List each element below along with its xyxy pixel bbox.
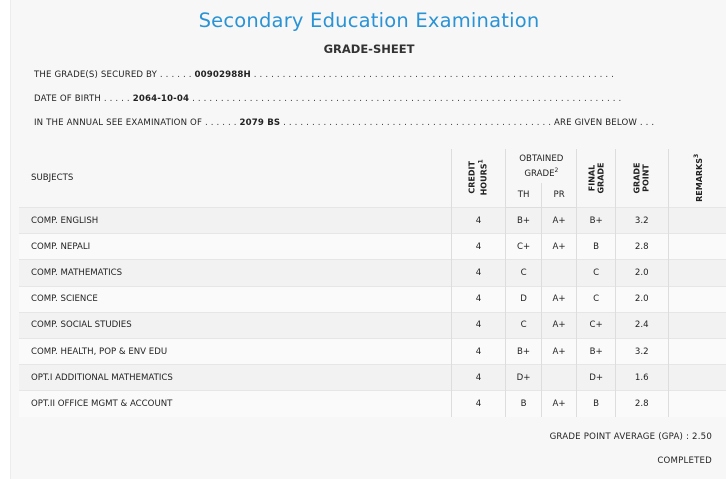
- remarks-header: REMARKS$^3$: [668, 149, 726, 208]
- grade-point-cell: 2.4: [615, 312, 668, 338]
- subject-cell: COMP. SCIENCE: [19, 286, 451, 312]
- th-header: TH: [506, 183, 542, 208]
- subject-cell: COMP. ENGLISH: [19, 208, 451, 234]
- subject-cell: COMP. SOCIAL STUDIES: [19, 312, 451, 338]
- remarks-cell: [668, 286, 726, 312]
- grade-point-cell: 2.0: [615, 286, 668, 312]
- subjects-header: SUBJECTS: [31, 173, 74, 183]
- theory-grade-cell: B+: [506, 208, 542, 234]
- credit-hours-cell: 4: [451, 312, 506, 338]
- table-row: [19, 312, 726, 338]
- remarks-cell: [668, 208, 726, 234]
- subject-cell: OPT.I ADDITIONAL MATHEMATICS: [19, 365, 451, 391]
- final-grade-cell: B+: [577, 208, 616, 234]
- remarks-cell: [668, 391, 726, 417]
- final-grade-cell: C: [577, 286, 616, 312]
- secured-by-line: THE GRADE(S) SECURED BY . . . . . . 00902988H . . . . . . . . . . . . . . . . . . . . . . . . . . . . . . . . . . . . . . . . . . . . . . . . . . . . . . . . . . . . . . .: [34, 70, 615, 80]
- sheet-subtitle: GRADE-SHEET: [323, 42, 415, 56]
- credit-hours-cell: 4: [451, 208, 506, 234]
- subject-cell: COMP. NEPALI: [19, 234, 451, 260]
- exam-suffix: ARE GIVEN BELOW . . .: [554, 118, 655, 128]
- table-row: [19, 234, 726, 260]
- credit-hours-cell: 4: [451, 365, 506, 391]
- remarks-cell: [668, 312, 726, 338]
- theory-grade-cell: C: [506, 260, 542, 286]
- gpa-summary: GRADE POINT AVERAGE (GPA) : 2.50: [549, 432, 712, 442]
- final-grade-cell: C+: [577, 312, 616, 338]
- final-grade-cell: B: [577, 391, 616, 417]
- credit-hours-header: CREDIT HOURS$^1$: [451, 149, 506, 208]
- grade-point-cell: 3.2: [615, 208, 668, 234]
- exam-line: IN THE ANNUAL SEE EXAMINATION OF . . . . . . 2079 BS . . . . . . . . . . . . . . . . . . . . . . . . . . . . . . . . . . . . . . . . . . . . . . . ARE GIVEN BELOW . . .: [34, 118, 655, 128]
- practical-grade-cell: [541, 260, 577, 286]
- theory-grade-cell: B: [506, 391, 542, 417]
- subject-cell: COMP. HEALTH, POP & ENV EDU: [19, 338, 451, 364]
- practical-grade-cell: A+: [541, 234, 577, 260]
- grade-point-cell: 3.2: [615, 338, 668, 364]
- obtained-grade-header: OBTAINED GRADE$^2$: [506, 149, 577, 183]
- symbol-number: 00902988H: [194, 70, 251, 80]
- final-grade-cell: C: [577, 260, 616, 286]
- theory-grade-cell: D+: [506, 365, 542, 391]
- practical-grade-cell: A+: [541, 286, 577, 312]
- final-grade-cell: B+: [577, 338, 616, 364]
- credit-hours-cell: 4: [451, 234, 506, 260]
- credit-hours-cell: 4: [451, 338, 506, 364]
- final-grade-cell: B: [577, 234, 616, 260]
- remarks-cell: [668, 365, 726, 391]
- theory-grade-cell: C+: [506, 234, 542, 260]
- page-title: Secondary Education Examination: [198, 9, 540, 32]
- table-row: [19, 208, 726, 234]
- final-grade-header: FINAL GRADE: [577, 149, 616, 208]
- table-row: [19, 338, 726, 364]
- practical-grade-cell: A+: [541, 391, 577, 417]
- credit-hours-cell: 4: [451, 260, 506, 286]
- credit-hours-cell: 4: [451, 391, 506, 417]
- grade-point-cell: 2.8: [615, 234, 668, 260]
- table-row: [19, 391, 726, 417]
- table-row: [19, 260, 726, 286]
- exam-year: 2079 BS: [239, 118, 281, 128]
- dob-line: DATE OF BIRTH . . . . . 2064-10-04 . . . . . . . . . . . . . . . . . . . . . . . . . . . . . . . . . . . . . . . . . . . . . . . . . . . . . . . . . . . . . . . . . . . . . . . . . . .: [34, 94, 622, 104]
- grade-sheet: [10, 0, 726, 479]
- practical-grade-cell: A+: [541, 312, 577, 338]
- dob-label: DATE OF BIRTH: [34, 94, 101, 104]
- table-row: [19, 286, 726, 312]
- result-status: COMPLETED: [657, 456, 712, 466]
- remarks-cell: [668, 338, 726, 364]
- credit-hours-cell: 4: [451, 286, 506, 312]
- exam-label: IN THE ANNUAL SEE EXAMINATION OF: [34, 118, 203, 128]
- practical-grade-cell: A+: [541, 338, 577, 364]
- theory-grade-cell: D: [506, 286, 542, 312]
- grades-table: [19, 149, 726, 417]
- grade-point-header: GRADE POINT: [615, 149, 668, 208]
- remarks-cell: [668, 234, 726, 260]
- theory-grade-cell: B+: [506, 338, 542, 364]
- subject-cell: OPT.II OFFICE MGMT & ACCOUNT: [19, 391, 451, 417]
- remarks-cell: [668, 260, 726, 286]
- final-grade-cell: D+: [577, 365, 616, 391]
- theory-grade-cell: C: [506, 312, 542, 338]
- secured-by-label: THE GRADE(S) SECURED BY: [34, 70, 158, 80]
- table-row: [19, 365, 726, 391]
- dob-value: 2064-10-04: [132, 94, 190, 104]
- subject-cell: COMP. MATHEMATICS: [19, 260, 451, 286]
- grade-point-cell: 2.0: [615, 260, 668, 286]
- grade-point-cell: 2.8: [615, 391, 668, 417]
- pr-header: PR: [541, 183, 577, 208]
- grade-point-cell: 1.6: [615, 365, 668, 391]
- practical-grade-cell: A+: [541, 208, 577, 234]
- practical-grade-cell: [541, 365, 577, 391]
